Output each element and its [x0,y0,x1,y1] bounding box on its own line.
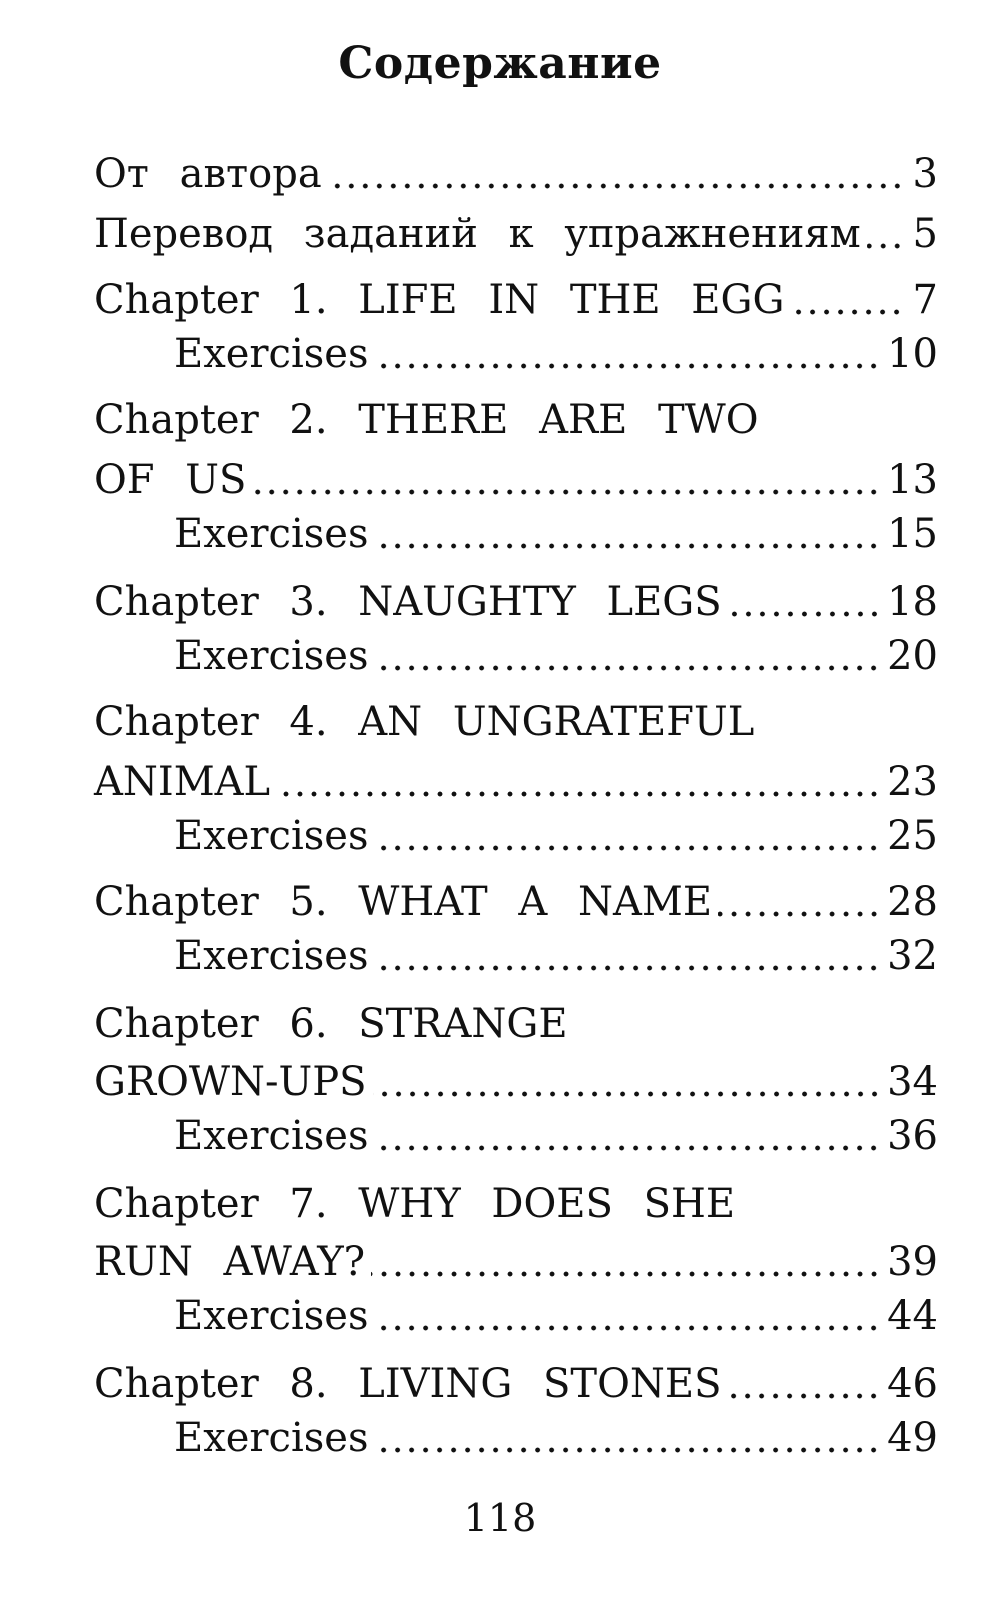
toc-entry-from-author [94,138,938,198]
dot-leader [374,665,881,671]
toc-entry-page: 49 [887,1415,938,1461]
toc-entry-label: Chapter 6. STRANGE [94,1001,568,1047]
toc-entry-label: OF US [94,457,247,503]
toc-entry-chapter-4 [94,686,754,746]
dot-leader [328,183,904,189]
page-number: 118 [463,1496,537,1540]
toc-entry-chapter-2-cont [94,444,938,504]
toc-entry-chapter-1 [94,264,938,324]
toc-entry-label: Chapter 1. LIFE IN THE EGG [94,277,785,323]
toc-entry-page: 34 [887,1059,938,1105]
toc-entry-label: Exercises [174,1293,369,1339]
toc-entry-page: 13 [887,457,938,503]
dot-leader [718,911,881,917]
toc-entry-page: 20 [887,633,938,679]
toc-entry-label: Chapter 5. WHAT A NAME [94,879,713,925]
toc-entry-label: Chapter 4. AN UNGRATEFUL [94,699,755,745]
toc-entry-page: 23 [887,759,938,805]
toc-entry-chapter-7-cont [94,1226,938,1286]
toc-entry-label: RUN AWAY? [94,1239,366,1285]
dot-leader [790,309,904,315]
toc-entry-page: 36 [887,1113,938,1159]
dot-leader [374,1145,881,1151]
dot-leader [728,611,881,617]
toc-entry-label: Exercises [174,633,369,679]
toc-entry-page: 18 [887,579,938,625]
dot-leader [276,791,881,797]
toc-entry-page: 7 [912,277,938,323]
toc-entry-page: 44 [887,1293,938,1339]
toc-entry-chapter-6 [94,988,568,1048]
dot-leader [371,1271,881,1277]
toc-entry-translation [94,198,938,258]
toc-entry-page: 46 [887,1361,938,1407]
toc-entry-label: GROWN-UPS [94,1059,367,1105]
toc-entry-label: Chapter 8. LIVING STONES [94,1361,722,1407]
toc-entry-label: Exercises [174,813,369,859]
dot-leader [727,1393,881,1399]
toc-entry-chapter-3 [94,566,938,626]
toc-entry-label: Chapter 2. THERE ARE TWO [94,397,759,443]
toc-entry-page: 32 [887,933,938,979]
toc-entry-page: 15 [887,511,938,557]
toc-entry-chapter-5 [94,866,938,926]
toc-entry-page: 25 [887,813,938,859]
toc-entry-label: Exercises [174,511,369,557]
page-title: Содержание [338,38,662,89]
dot-leader [374,845,881,851]
toc-entry-chapter-4-cont [94,746,938,806]
toc-entry-exercises-3 [174,620,938,680]
toc-entry-exercises-2 [174,498,938,558]
toc-entry-exercises-7 [174,1280,938,1340]
toc-entry-label: Chapter 3. NAUGHTY LEGS [94,579,722,625]
dot-leader [374,1325,881,1331]
dot-leader [374,965,881,971]
toc-entry-label: ANIMAL [94,759,271,805]
toc-entry-page: 10 [887,331,938,377]
toc-entry-exercises-5 [174,920,938,980]
dot-leader [373,1091,882,1097]
dot-leader [867,243,904,249]
toc-entry-label: Exercises [174,331,369,377]
toc-entry-exercises-6 [174,1100,938,1160]
toc-entry-label: Exercises [174,1415,369,1461]
dot-leader [252,489,881,495]
toc-entry-chapter-7 [94,1168,735,1228]
toc-entry-label: Перевод заданий к упражнениям [94,211,861,257]
toc-entry-exercises-4 [174,800,938,860]
toc-entry-chapter-2 [94,384,759,444]
toc-entry-label: Exercises [174,1113,369,1159]
toc-entry-label: Exercises [174,933,369,979]
toc-entry-page: 39 [887,1239,938,1285]
toc-entry-exercises-1 [174,318,938,378]
toc-entry-label: Chapter 7. WHY DOES SHE [94,1181,736,1227]
toc-entry-chapter-8 [94,1348,938,1408]
toc-entry-exercises-8 [174,1402,938,1462]
toc-entry-page: 5 [912,211,938,257]
dot-leader [374,543,881,549]
toc-entry-page: 3 [912,151,938,197]
toc-entry-chapter-6-cont [94,1046,938,1106]
dot-leader [374,363,881,369]
dot-leader [374,1447,881,1453]
toc-entry-label: От автора [94,151,322,197]
toc-entry-page: 28 [887,879,938,925]
